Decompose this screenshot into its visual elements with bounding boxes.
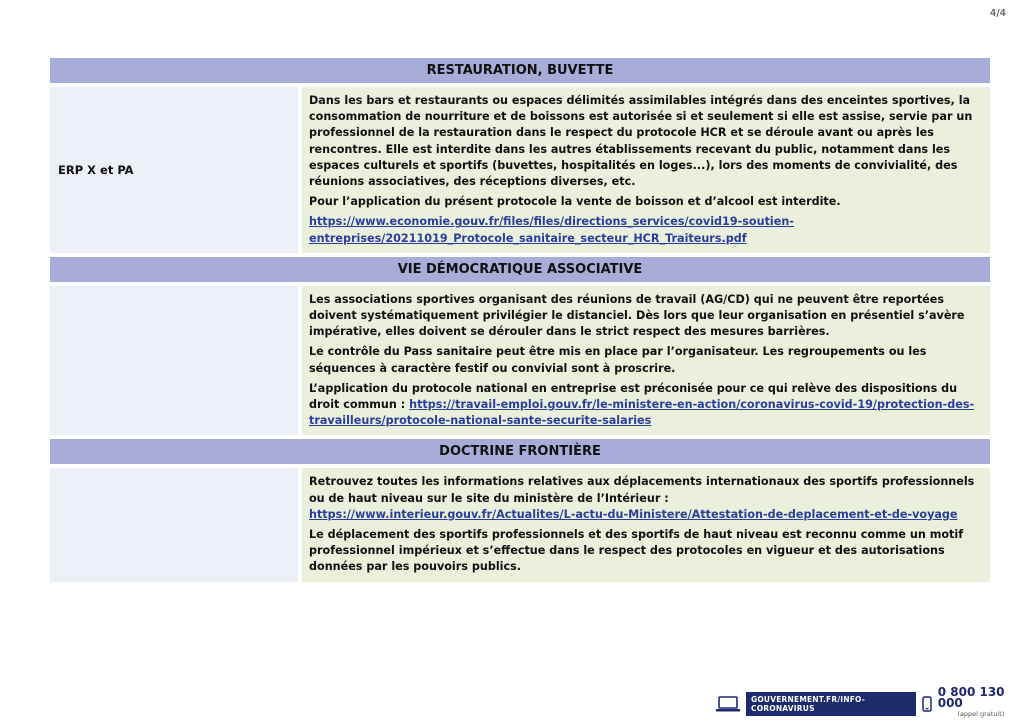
section-header-vie-democratique: VIE DÉMOCRATIQUE ASSOCIATIVE <box>50 257 990 282</box>
phone-number[interactable]: 0 800 130 000 <box>937 685 1005 710</box>
paragraph: Pour l’application du présent protocole la vente de boisson et d’alcool est interdite. <box>309 195 841 209</box>
row-content-cell <box>302 87 990 253</box>
paragraph: Dans les bars et restaurants ou espaces délimités assimilables intégrés dans des enceintes sportives, la consommation de nourriture et de boissons est autorisée si et seulement si elle est assise, servie par un professionnel de la restauration dans le respect du protocole HCR et se déroule avant ou après les rencontres. Elle est interdite dans les autres établissements recevant du public, notamment dans les espaces culturels et sportifs (buvettes, hospitalités en loges...), lors des moments de convivialité, des réunions associatives, des réceptions diverses, etc. <box>309 94 973 189</box>
section-header-doctrine-frontiere: DOCTRINE FRONTIÈRE <box>50 439 990 464</box>
row-label-cell <box>50 286 298 436</box>
phone-icon <box>922 696 932 712</box>
row-content-cell <box>302 468 990 581</box>
link-paragraph <box>309 381 976 430</box>
intro-text: Retrouvez toutes les informations relatives aux déplacements internationaux des sportifs professionnels ou de haut niveau sur le site du ministère de l’Intérieur : <box>309 475 975 505</box>
footer <box>716 687 1024 720</box>
laptop-icon <box>716 696 740 712</box>
paragraph: Le déplacement des sportifs professionnels et des sportifs de haut niveau est reconnu comme un motif professionnel impérieux et s’effectue dans le respect des protocoles en vigueur et des autorisations données par les pouvoirs publics. <box>309 528 964 574</box>
gov-site-badge[interactable]: GOUVERNEMENT.FR/INFO-CORONAVIRUS <box>746 692 916 716</box>
section-row-doctrine-frontiere <box>50 468 990 581</box>
section-header-restauration: RESTAURATION, BUVETTE <box>50 58 990 83</box>
row-content-cell <box>302 286 990 436</box>
paragraph: Le contrôle du Pass sanitaire peut être mis en place par l’organisateur. Les regroupements ou les séquences à caractère festif ou convivial sont à proscrire. <box>309 345 927 375</box>
link-prefix: L’application du protocole national en entreprise est préconisée pour ce qui relève des dispositions du droit commun : <box>309 381 958 412</box>
row-label-cell <box>50 87 298 253</box>
page-number: 4/4 <box>989 8 1006 19</box>
phone-note: (appel gratuit) <box>957 710 1005 718</box>
phone-block <box>938 687 1024 720</box>
hcr-protocol-link[interactable]: https://www.economie.gouv.fr/files/files/directions_services/covid19-soutien-entreprises/20211019_Protocole_sanitaire_secteur_HCR_Traiteurs.pdf <box>309 215 794 245</box>
section-row-vie-democratique <box>50 286 990 436</box>
section-row-restauration <box>50 87 990 253</box>
paragraph: Les associations sportives organisant des réunions de travail (AG/CD) qui ne peuvent être reportées doivent systématiquement privilégier le distanciel. Dès lors que leur organisation en présentiel s’avère impérative, elles doivent se dérouler dans le strict respect des mesures barrières. <box>309 292 965 339</box>
interieur-attestation-link[interactable]: https://www.interieur.gouv.fr/Actualites/L-actu-du-Ministere/Attestation-de-deplacement-et-de-voyage <box>309 507 958 521</box>
link-paragraph <box>309 214 976 246</box>
guidance-table <box>50 58 990 586</box>
row-label-cell <box>50 468 298 581</box>
paragraph <box>309 474 976 523</box>
row-label: ERP X et PA <box>58 162 134 177</box>
travail-protocol-link[interactable]: https://travail-emploi.gouv.fr/le-ministere-en-action/coronavirus-covid-19/protection-des-travailleurs/protocole-national-sante-securite-salaries <box>309 398 975 428</box>
